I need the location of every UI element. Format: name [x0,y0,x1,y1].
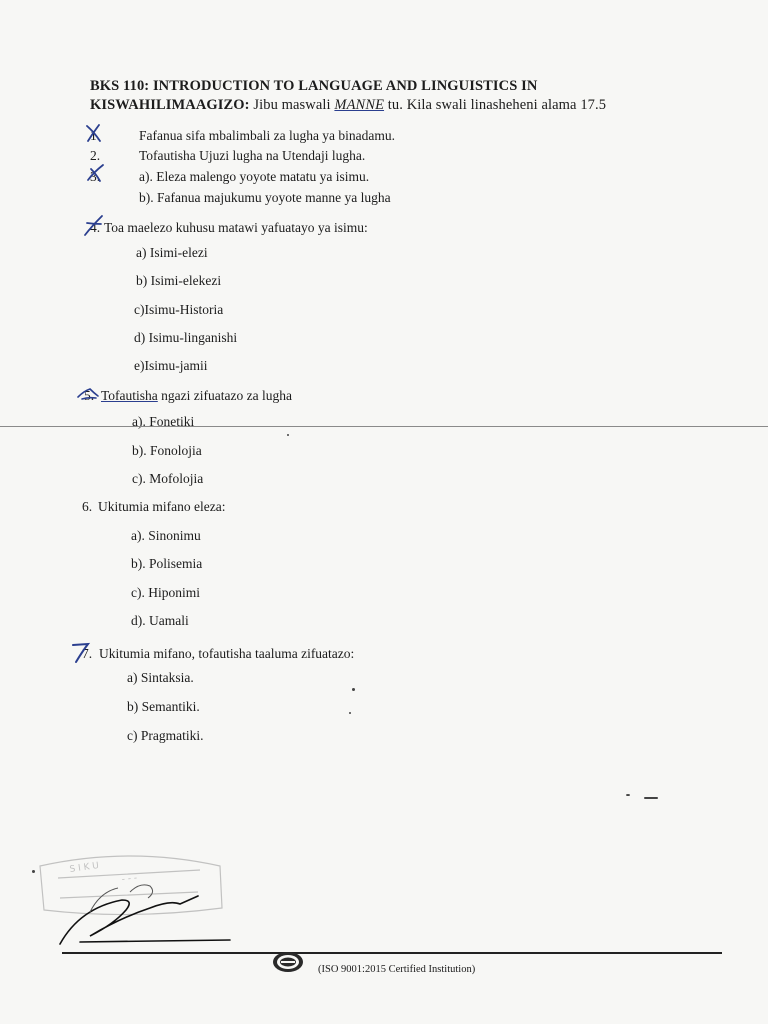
question-6-number: 6. [82,499,93,514]
question-4-text: Toa maelezo kuhusu matawi yafuatayo ya isimu: [104,220,368,235]
question-4-number: 4. [90,220,101,235]
instructions-label: KISWAHILIMAAGIZO: [90,97,250,113]
question-7-item: b) Semantiki. [127,699,200,714]
question-6-item: b). Polisemia [131,556,203,571]
footer-divider [62,952,722,954]
question-6-text: Ukitumia mifano eleza: [98,499,226,514]
question-1-text: Fafanua sifa mbalimbali za lugha ya binadamu. [139,128,396,143]
question-2-number: 2. [90,148,101,163]
faded-stamp-signature [30,848,240,953]
scan-speck [349,712,351,714]
question-6-item: d). Uamali [131,613,189,628]
scan-speck [626,794,630,796]
question-5-number: 5. [84,388,95,403]
question-4-item: a) Isimi-elezi [136,245,208,260]
question-4-item: c)Isimu-Historia [134,302,224,317]
question-3b-text: b). Fafanua majukumu yoyote manne ya lugha [139,190,391,205]
question-6-item: c). Hiponimi [131,585,200,600]
question-4-item: e)Isimu-jamii [134,358,208,373]
instructions-text-b: tu. Kila swali linasheheni alama 17.5 [384,97,607,113]
instructions-emphasis: MANNE [334,97,385,113]
question-5-keyword: Tofautisha [101,388,158,403]
question-6-item: a). Sinonimu [131,528,201,543]
question-4-item: d) Isimu-linganishi [134,330,238,345]
svg-text:S I K U: S I K U [69,860,100,875]
question-3a-text: a). Eleza malengo yoyote matatu ya isimu. [139,169,370,184]
question-5-text [101,388,292,404]
question-7-number: 7. [82,646,93,661]
question-7-item: c) Pragmatiki. [127,728,204,743]
scan-line-divider [0,426,768,427]
question-7-text: Ukitumia mifano, tofautisha taaluma zifuatazo: [99,646,355,661]
question-5-item: b). Fonolojia [132,443,202,458]
question-2-text: Tofautisha Ujuzi lugha na Utendaji lugha. [139,148,366,163]
svg-text:- - -: - - - [121,873,138,885]
scan-speck [352,688,355,691]
question-7-item: a) Sintaksia. [127,670,194,685]
question-3-number: 3. [90,169,101,184]
question-1-number: 1. [90,128,101,143]
footer-certification: (ISO 9001:2015 Certified Institution) [318,964,476,975]
question-5-rest: ngazi zifuatazo za lugha [157,388,292,403]
question-4-item: b) Isimi-elekezi [136,273,222,288]
scan-speck [644,797,658,799]
exam-instructions [90,97,606,114]
instructions-text-a: Jibu maswali [249,97,335,113]
scan-speck [287,434,289,436]
scan-speck [32,870,35,873]
institution-logo-icon [268,950,308,974]
question-5-item: a). Fonetiki [132,414,195,429]
question-5-item: c). Mofolojia [132,471,204,486]
exam-title: BKS 110: INTRODUCTION TO LANGUAGE AND LINGUISTICS IN [90,78,538,94]
